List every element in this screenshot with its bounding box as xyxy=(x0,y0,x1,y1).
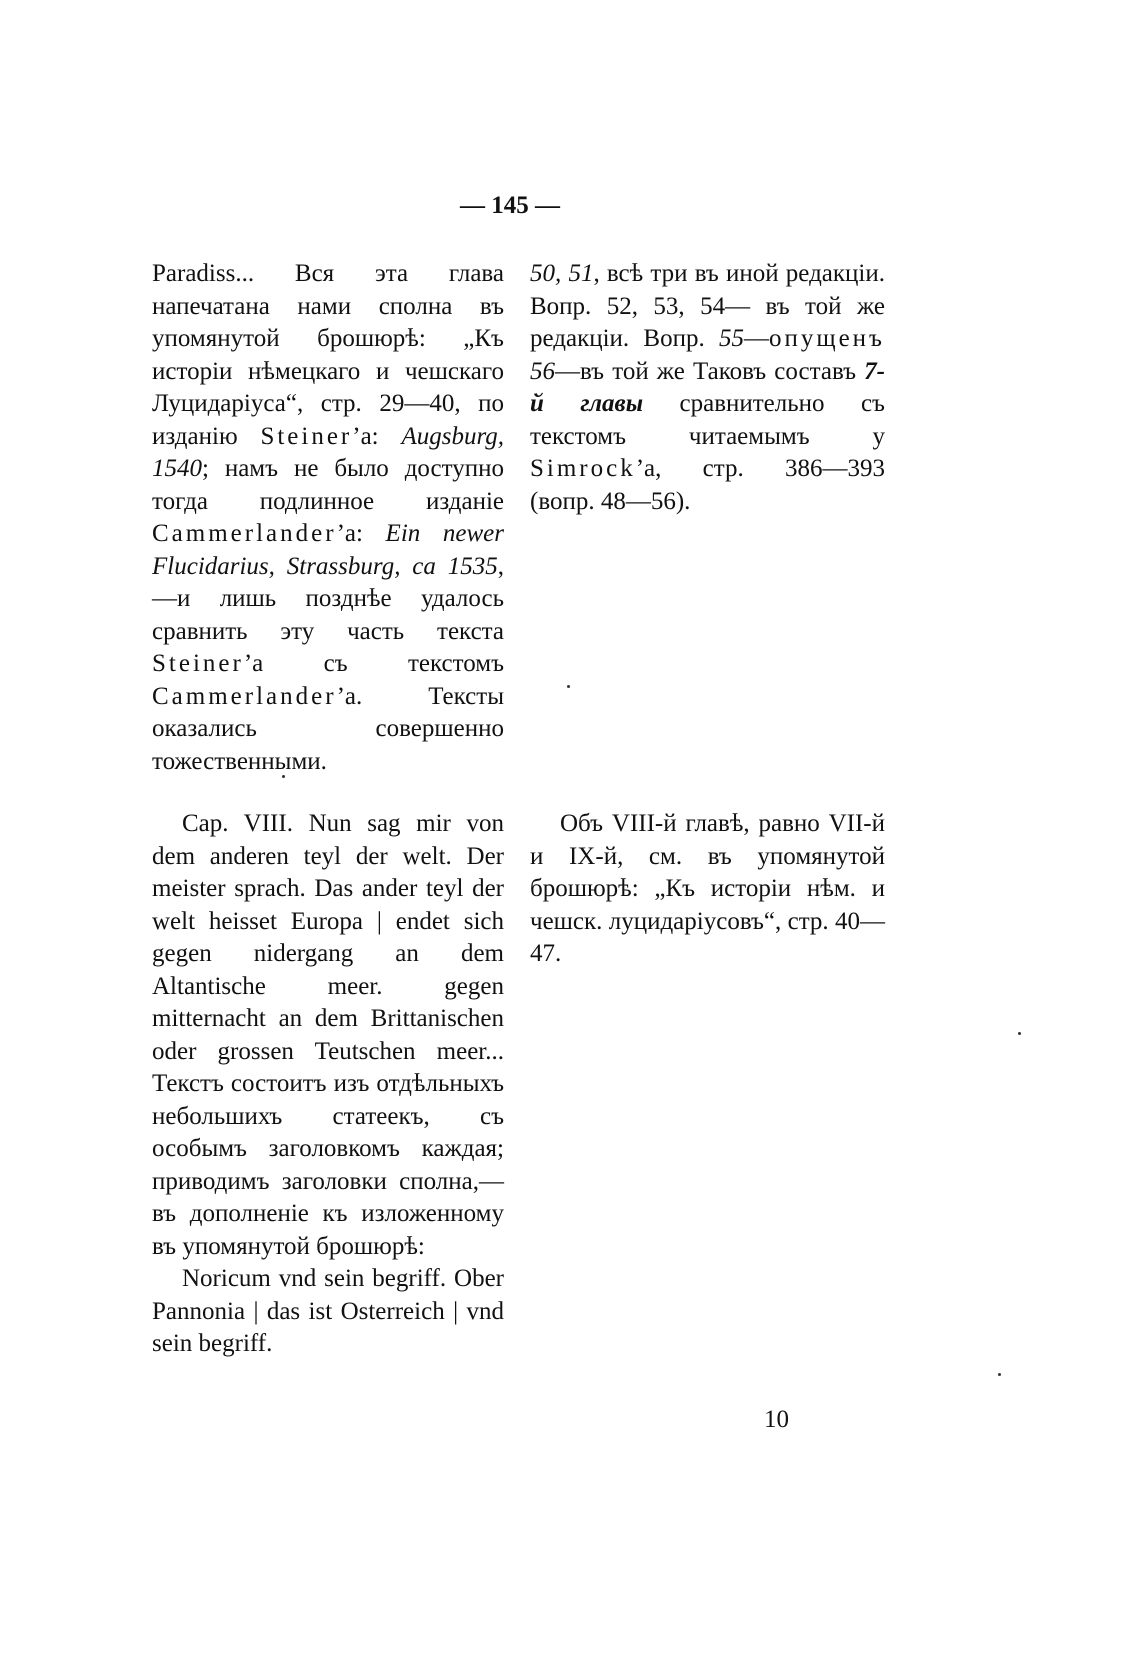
right-column-block-2 xyxy=(530,808,885,971)
omitted-word: опущенъ xyxy=(768,325,885,352)
author-cammerlander: Cammerlander xyxy=(152,520,337,547)
author-steiner: Steiner xyxy=(152,650,244,677)
question-numbers: 50, 51 xyxy=(530,260,594,287)
paragraph-chapter-viii-note: Объ VIII-й главѣ, равно VII-й и IX-й, см. въ упомянутой брошюрѣ: „Къ исторіи нѣм. и чешск. луцидаріусовъ“, стр. 40—47. xyxy=(530,810,885,967)
text-run: ’а: xyxy=(352,422,402,450)
question-number: 55 xyxy=(718,325,744,352)
chapter-ref: 7-й главы xyxy=(530,357,885,417)
question-number: 56 xyxy=(530,357,555,385)
left-column-block-2 xyxy=(152,808,504,1361)
right-column-block-1 xyxy=(530,258,885,518)
text-run: , всѣ три въ иной редакціи. Вопр. 52, 53, 54— въ той же редакціи. Вопр. xyxy=(530,260,885,352)
paragraph-cap-viii: Cap. VIII. Nun sag mir von dem anderen teyl der welt. Der meister sprach. Das ander teyl der welt heisset Europa | endet sich gegen nidergang an dem Altantische meer. gegen mitternacht an dem Brittanischen oder grossen Teutschen meer... Текстъ состоитъ изъ отдѣльныхъ небольшихъ статеекъ, съ особымъ заголовкомъ каждая; приводимъ заголовки сполна,— въ дополненіе къ изложенному въ упомянутой брошюрѣ: xyxy=(152,810,504,1260)
text-run: ,—и лишь позднѣе удалось сравнить эту часть текста xyxy=(152,552,504,645)
print-speck xyxy=(567,685,570,688)
edition-augsburg: Augsburg, 1540 xyxy=(152,422,504,482)
text-run: ’а: xyxy=(336,520,386,547)
text-run: сравнительно съ текстомъ читаемымъ у xyxy=(530,390,885,450)
author-steiner: Steiner xyxy=(260,422,353,450)
text-run: ’а, стр. 386—393 (вопр. 48—56). xyxy=(530,455,885,515)
paragraph-noricum: Noricum vnd sein begriff. Ober Pannonia | das ist Osterreich | vnd sein begriff. xyxy=(152,1265,504,1357)
page-number: — 145 — xyxy=(460,192,560,219)
author-cammerlander: Cammerlander xyxy=(152,682,337,710)
signature-mark: 10 xyxy=(764,1406,789,1433)
left-column-block-1 xyxy=(152,258,504,778)
text-run: ; намъ не было доступно тогда подлинное изданіе xyxy=(152,455,504,515)
text-run: ’а. Тексты оказались совершенно тожественными. xyxy=(152,682,504,775)
book-title: Ein newer Flucidarius, Strassburg, ca 1535 xyxy=(152,520,504,580)
text-run: — xyxy=(743,325,769,352)
text-run: ’а съ текстомъ xyxy=(243,650,504,677)
print-speck xyxy=(282,775,285,778)
print-speck xyxy=(998,1373,1001,1376)
paragraph-paradiss xyxy=(152,258,504,778)
text-run: Paradiss... Вся эта глава напечатана нами сполна въ упомянутой брошюрѣ: „Къ исторіи нѣмецкаго и чешскаго Луцидаріуса“, стр. 29—40, по изданію xyxy=(152,260,504,450)
paragraph-questions xyxy=(530,258,885,518)
author-simrock: Simrock xyxy=(530,455,636,482)
text-run: —въ той же Таковъ составъ xyxy=(555,357,865,385)
print-speck xyxy=(1018,1032,1021,1035)
